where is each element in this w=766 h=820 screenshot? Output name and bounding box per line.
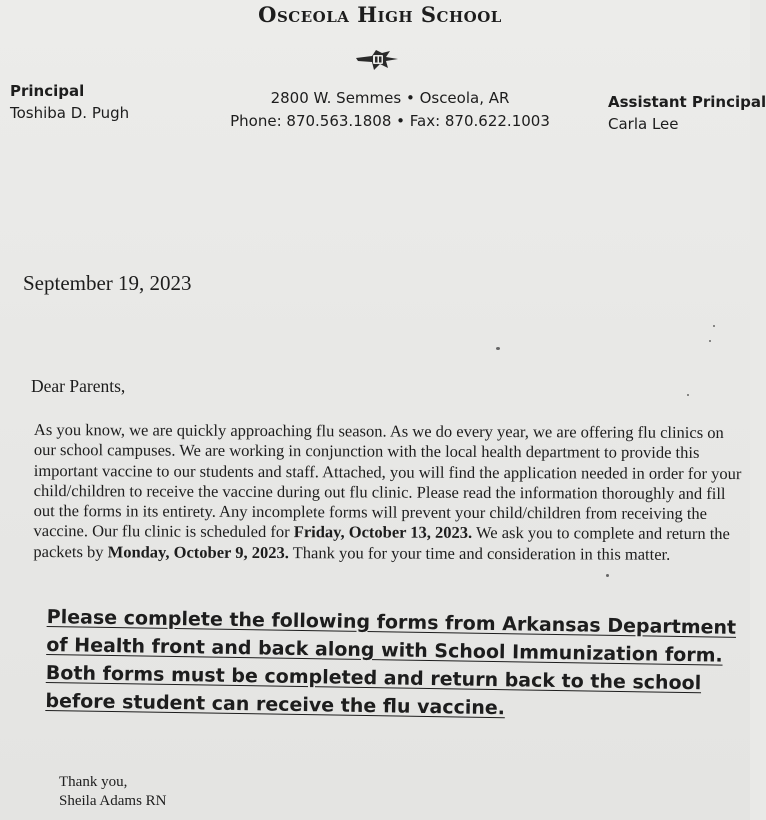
assistant-principal-block	[608, 91, 766, 135]
school-mascot-logo-icon	[352, 44, 402, 74]
assistant-principal-title: Assistant Principal	[608, 93, 766, 111]
body-text-part2: We ask you to complete and return the packets by	[33, 523, 730, 562]
return-date: Monday, October 9, 2023.	[107, 542, 289, 562]
salutation: Dear Parents,	[31, 376, 126, 396]
address-block	[230, 87, 550, 133]
body-text-part1: As you know, we are quickly approaching flu season. As we do every year, we are offering flu clinics on our school campuses. We are working in conjunction with the local health department to provide this important vaccine to our students and staff. Attached, you will find the application needed in order for your child/children to receive the vaccine during out flu clinic. Please read the information thoroughly and fill out the forms in its entirety. Any incomplete forms will prevent your child/children from receiving the vaccine. Our flu clinic is scheduled for	[33, 420, 742, 542]
closing: Thank you,	[59, 774, 128, 790]
letter-body	[33, 420, 742, 565]
principal-block	[10, 80, 129, 124]
forms-notice: Please complete the following forms from Arkansas Department of Health front and back along with School Immunization form. Both forms must be completed and return back to the school before student can receive the flu vaccine.	[45, 605, 737, 720]
signer-name: Sheila Adams RN	[59, 793, 167, 809]
signoff-block	[59, 773, 167, 811]
assistant-principal-name: Carla Lee	[608, 115, 679, 133]
paper-speck	[496, 347, 500, 350]
school-name: Osceola High School	[258, 2, 502, 27]
contact-line: Phone: 870.563.1808 • Fax: 870.622.1003	[230, 112, 550, 130]
letter-date: September 19, 2023	[23, 271, 192, 295]
principal-title: Principal	[10, 82, 85, 100]
address-line: 2800 W. Semmes • Osceola, AR	[270, 89, 510, 107]
paper-speck	[709, 340, 711, 342]
body-text-part3: Thank you for your time and consideration in this matter.	[292, 542, 671, 564]
principal-name: Toshiba D. Pugh	[10, 104, 130, 122]
paper-speck	[687, 394, 689, 396]
paper-speck	[713, 325, 715, 327]
clinic-date: Friday, October 13, 2023.	[293, 522, 473, 543]
paper-speck	[606, 574, 609, 577]
